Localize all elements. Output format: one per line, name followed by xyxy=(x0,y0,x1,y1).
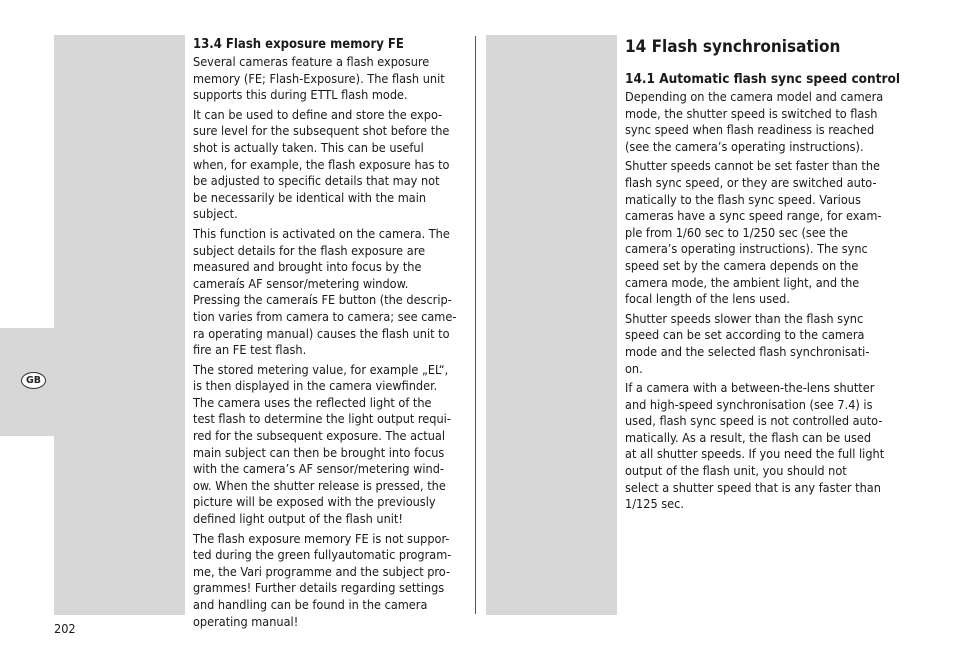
text-line: with the camera’s AF sensor/metering wind- xyxy=(193,461,445,477)
section-heading-14-1: 14.1 Automatic flash sync speed control xyxy=(625,71,900,87)
text-line: flash sync speed, or they are switched auto- xyxy=(625,174,877,190)
page-number: 202 xyxy=(54,621,76,636)
text-line: The flash exposure memory FE is not suppor- xyxy=(193,530,450,546)
text-line: supports this during ETTL flash mode. xyxy=(193,87,408,103)
text-line: at all shutter speeds. If you need the full light xyxy=(625,446,885,462)
right-paragraph xyxy=(625,380,900,513)
right-paragraph xyxy=(625,158,900,307)
text-line: shot is actually taken. This can be useful xyxy=(193,139,424,155)
text-line: be adjusted to specific details that may not xyxy=(193,173,440,189)
text-line: cameras have a sync speed range, for exam- xyxy=(625,208,882,224)
text-line: speed can be set according to the camera xyxy=(625,327,865,343)
text-line: ow. When the shutter release is pressed, the xyxy=(193,477,446,493)
text-line: main subject can then be brought into focus xyxy=(193,444,445,460)
text-line: select a shutter speed that is any faster than xyxy=(625,479,881,495)
column-divider xyxy=(475,36,476,614)
left-column xyxy=(193,36,465,633)
text-line: output of the flash unit, you should not xyxy=(625,463,847,479)
text-line: Depending on the camera model and camera xyxy=(625,89,884,104)
text-line: memory (FE; Flash-Exposure). The flash unit xyxy=(193,70,445,86)
text-line: fire an FE test flash. xyxy=(193,342,307,358)
text-line: test flash to determine the light output requi- xyxy=(193,411,451,427)
text-line: used, flash sync speed is not controlled auto- xyxy=(625,413,883,429)
text-line: focal length of the lens used. xyxy=(625,291,790,307)
left-margin-band xyxy=(54,35,185,615)
text-line: tion varies from camera to camera; see came- xyxy=(193,308,457,324)
text-line: (see the camera’s operating instructions). xyxy=(625,138,864,154)
text-line: camera mode, the ambient light, and the xyxy=(625,274,860,290)
text-line: ted during the green fullyautomatic program- xyxy=(193,547,452,563)
left-paragraph xyxy=(193,362,465,528)
left-paragraphs xyxy=(193,54,465,630)
text-line: measured and brought into focus by the xyxy=(193,259,422,275)
text-line: operating manual! xyxy=(193,613,299,629)
text-line: sure level for the subsequent shot before the xyxy=(193,123,450,139)
language-badge: GB xyxy=(21,372,46,389)
text-line: be necessarily be identical with the main xyxy=(193,189,427,205)
text-line: This function is activated on the camera. The xyxy=(193,225,450,241)
right-column xyxy=(625,36,900,516)
text-line: The camera uses the reflected light of the xyxy=(193,394,432,410)
text-line: If a camera with a between-the-lens shutter xyxy=(625,380,875,396)
text-line: on. xyxy=(625,360,643,376)
text-line: sync speed when flash readiness is reached xyxy=(625,122,875,138)
text-line: and high-speed synchronisation (see 7.4) is xyxy=(625,396,873,412)
text-line: camera’s operating instructions). The sync xyxy=(625,241,868,257)
text-line: and handling can be found in the camera xyxy=(193,597,428,612)
text-line: Pressing the cameraís FE button (the descrip- xyxy=(193,292,452,308)
text-line: red for the subsequent exposure. The actual xyxy=(193,428,445,444)
text-line: when, for example, the flash exposure has to xyxy=(193,156,450,172)
right-paragraphs xyxy=(625,89,900,513)
text-line: me, the Vari programme and the subject pro- xyxy=(193,563,451,579)
text-line: subject. xyxy=(193,206,238,222)
text-line: It can be used to define and store the expo- xyxy=(193,106,443,122)
left-paragraph xyxy=(193,107,465,223)
text-line: ra operating manual) causes the flash unit to xyxy=(193,325,450,341)
section-heading-13-4: 13.4 Flash exposure memory FE xyxy=(193,37,404,52)
text-line: The stored metering value, for example „EL“, xyxy=(193,361,449,377)
text-line: defined light output of the flash unit! xyxy=(193,511,403,527)
text-line: is then displayed in the camera viewfinder. xyxy=(193,378,438,394)
text-line: subject details for the flash exposure are xyxy=(193,242,426,258)
chapter-heading-14: 14 Flash synchronisation xyxy=(625,37,841,57)
left-paragraph xyxy=(193,531,465,631)
text-line: Shutter speeds cannot be set faster than the xyxy=(625,158,881,174)
text-line: Several cameras feature a flash exposure xyxy=(193,54,430,69)
text-line: picture will be exposed with the previously xyxy=(193,494,436,510)
right-margin-band xyxy=(486,35,617,615)
text-line: cameraís AF sensor/metering window. xyxy=(193,275,409,291)
right-paragraph xyxy=(625,89,900,155)
text-line: mode and the selected flash synchronisati- xyxy=(625,343,870,359)
left-paragraph xyxy=(193,54,465,104)
text-line: mode, the shutter speed is switched to flash xyxy=(625,105,878,121)
text-line: matically to the flash sync speed. Various xyxy=(625,191,861,207)
right-paragraph xyxy=(625,311,900,377)
text-line: ple from 1/60 sec to 1/250 sec (see the xyxy=(625,224,848,240)
text-line: 1/125 sec. xyxy=(625,496,684,512)
text-line: speed set by the camera depends on the xyxy=(625,257,859,273)
text-line: matically. As a result, the flash can be used xyxy=(625,429,872,445)
text-line: Shutter speeds slower than the flash sync xyxy=(625,310,864,326)
left-paragraph xyxy=(193,226,465,359)
text-line: grammes! Further details regarding settings xyxy=(193,580,445,596)
